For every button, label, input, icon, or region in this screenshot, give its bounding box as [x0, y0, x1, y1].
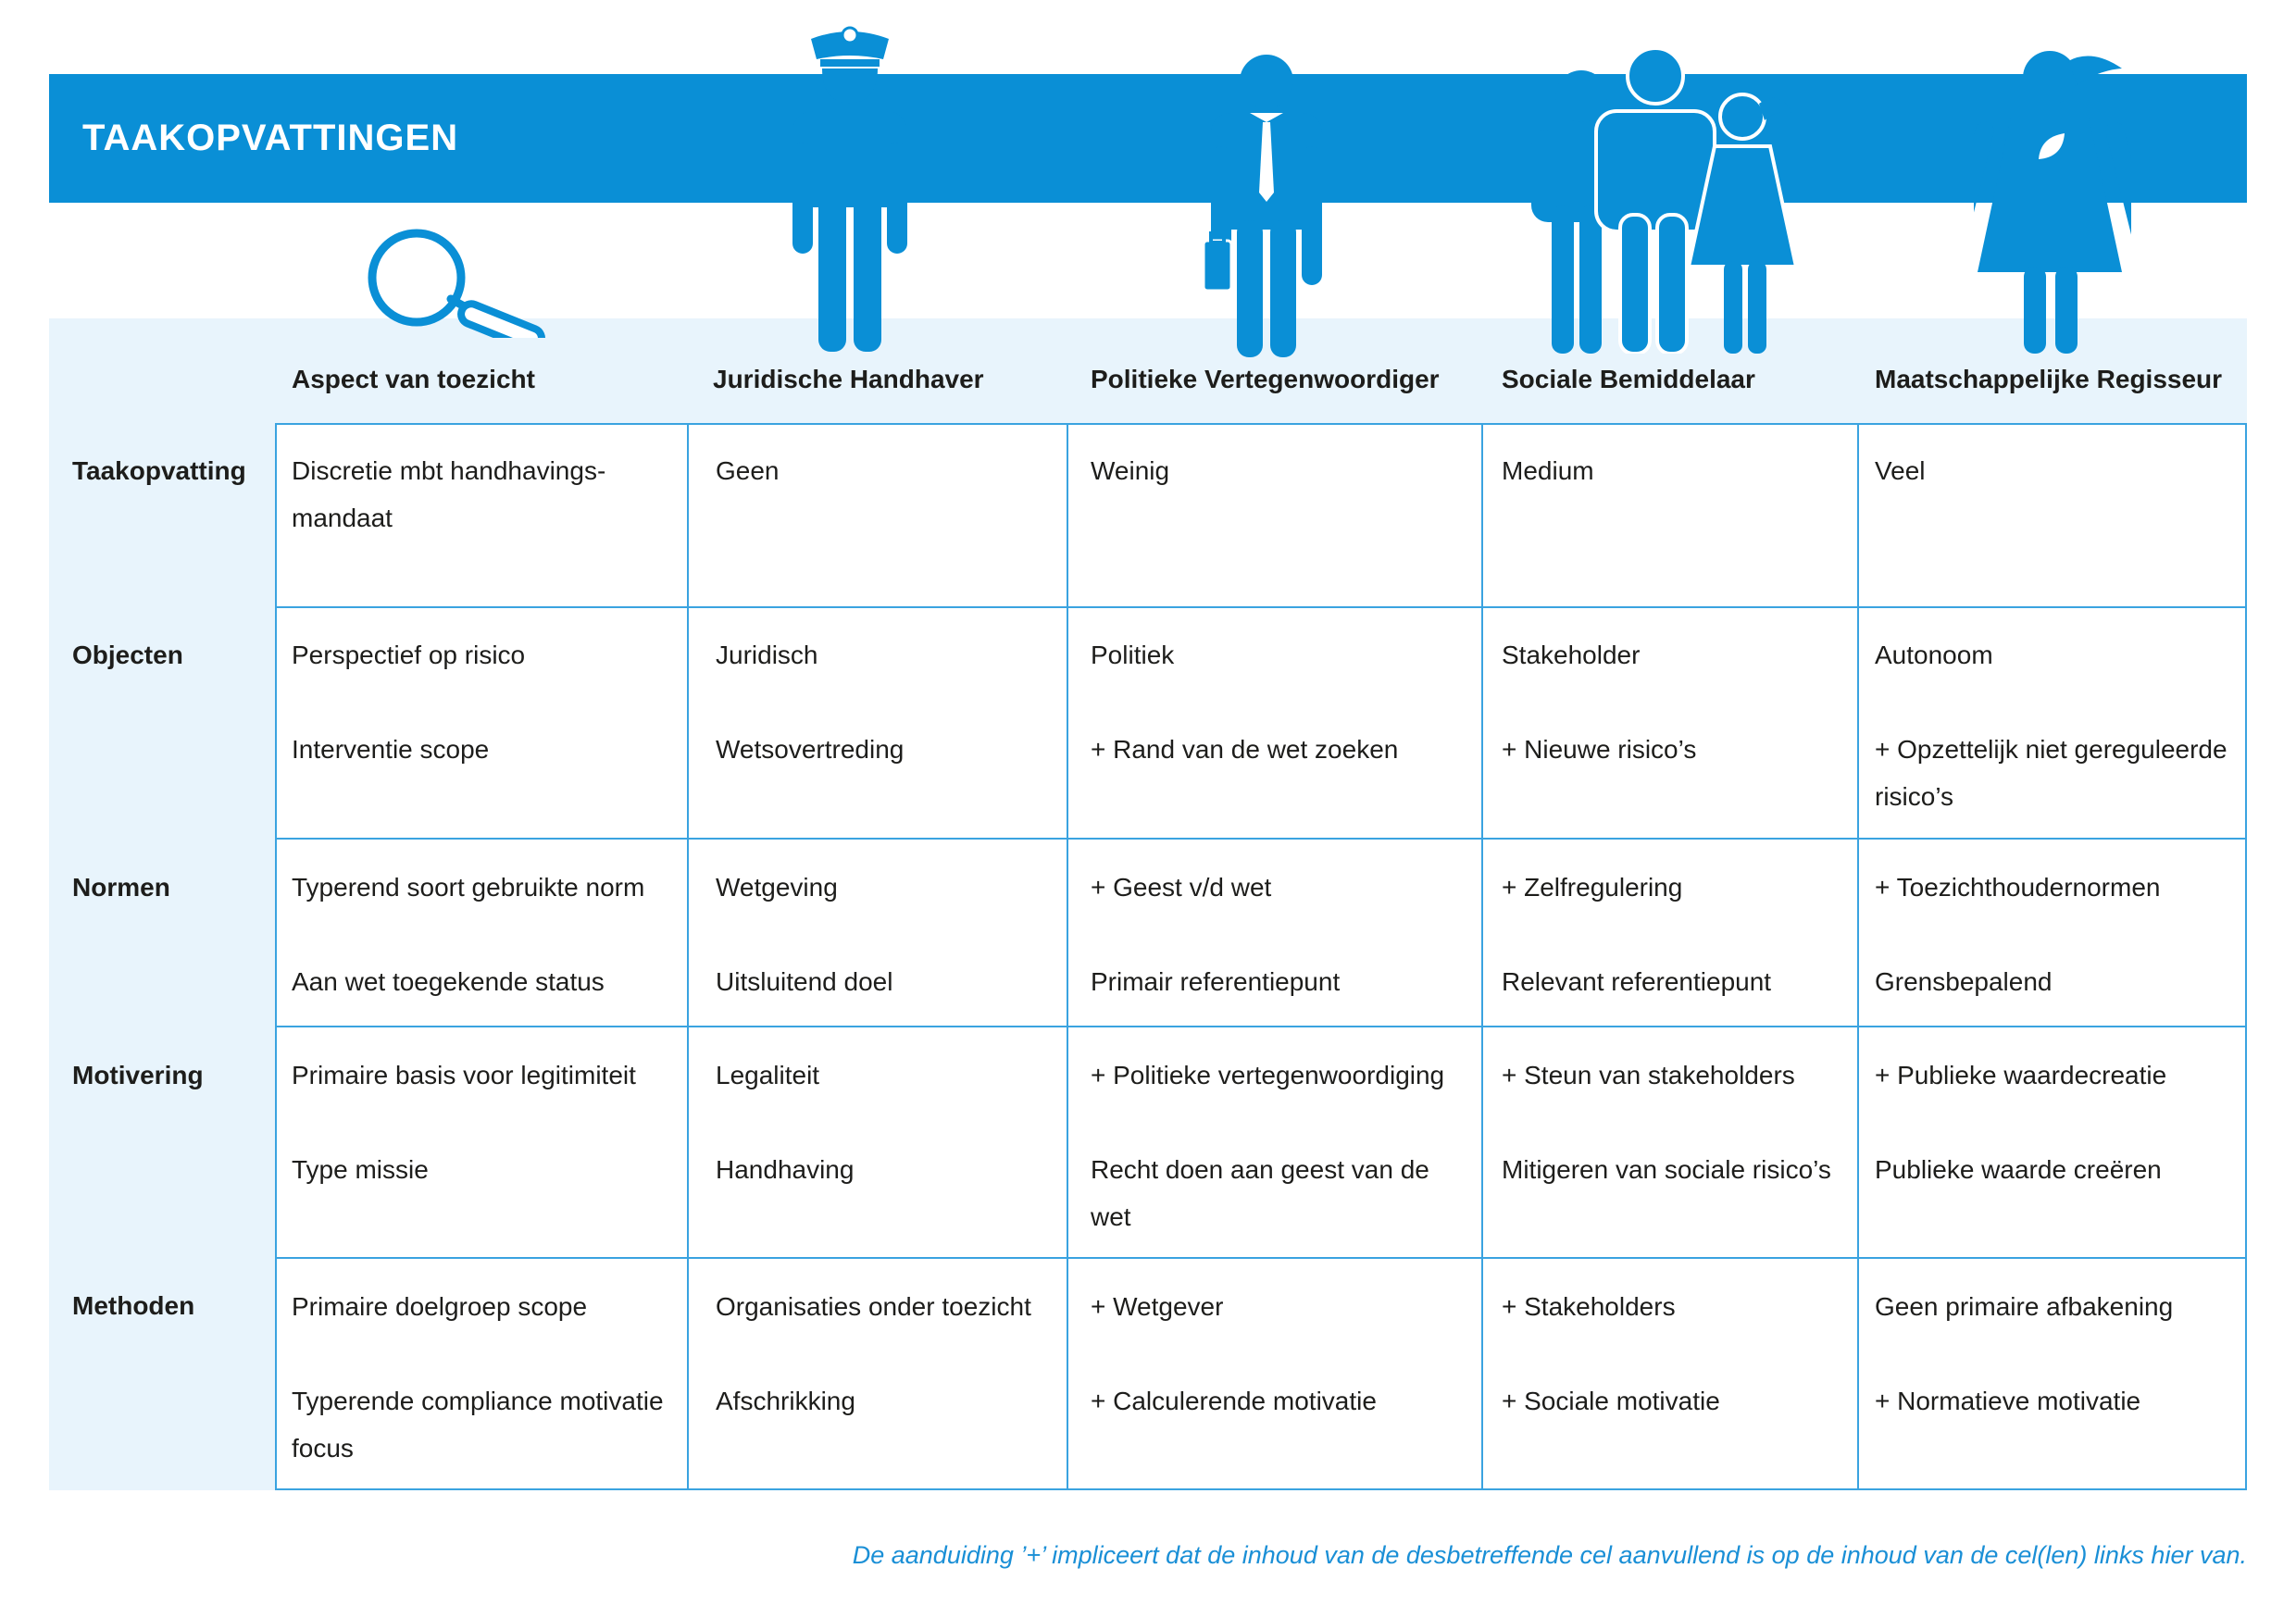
table-cell [1875, 1052, 2166, 1193]
table-cell [1091, 631, 1398, 773]
table-cell [292, 447, 605, 541]
cell-text: Legaliteit [716, 1061, 820, 1089]
cell-text: Type missie [292, 1155, 429, 1184]
row-divider [275, 1257, 2247, 1259]
cell-text: Handhaving [716, 1155, 855, 1184]
cell-text: Veel [1875, 456, 1926, 485]
cell-text: + Wetgever [1091, 1292, 1224, 1321]
cell-text: Discretie mbt handhavings- [292, 456, 606, 485]
cell-text: wet [1091, 1202, 1131, 1231]
cell-text: Typerend soort gebruikte norm [292, 873, 645, 902]
table-cell [716, 447, 780, 494]
table-cell [1502, 1283, 1720, 1425]
cell-text: + Publieke waardecreatie [1875, 1061, 2167, 1089]
cell-text: + Geest v/d wet [1091, 873, 1272, 902]
cell-text: focus [292, 1434, 354, 1462]
table-cell [1091, 447, 1169, 494]
cell-text: + Opzettelijk niet gereguleerde [1875, 735, 2227, 764]
table-cell [1502, 631, 1696, 773]
row-label-normen: Normen [72, 873, 170, 902]
cell-text: Primair referentiepunt [1091, 967, 1341, 996]
footnote: De aanduiding ’+’ impliceert dat de inhoud van de desbetreffende cel aanvullend is op de inhoud van de cel(len) links hier van. [852, 1541, 2247, 1569]
column-divider [687, 423, 689, 1490]
cell-text: mandaat [292, 504, 393, 532]
table-cell [1502, 447, 1594, 494]
cell-text: Organisaties onder toezicht [716, 1292, 1031, 1321]
row-divider [275, 606, 2247, 608]
cell-text: + Rand van de wet zoeken [1091, 735, 1399, 764]
cell-text: Typerende compliance motivatie [292, 1387, 664, 1415]
column-header-politieke-vertegenwoordiger: Politieke Vertegenwoordiger [1091, 365, 1440, 393]
table-cell [716, 631, 904, 773]
cell-text: Interventie scope [292, 735, 490, 764]
police-officer-icon [785, 22, 915, 355]
cell-text: Primaire basis voor legitimiteit [292, 1061, 636, 1089]
row-label-methoden: Methoden [72, 1291, 195, 1320]
cell-text: Recht doen aan geest van de [1091, 1155, 1429, 1184]
cell-text: Juridisch [716, 641, 818, 669]
cell-text: + Toezichthoudernormen [1875, 873, 2161, 902]
cell-text: Perspectief op risico [292, 641, 526, 669]
cell-text: risico’s [1875, 782, 1954, 811]
cell-text: Geen [716, 456, 780, 485]
table-cell [1091, 1283, 1377, 1425]
cell-text: + Steun van stakeholders [1502, 1061, 1795, 1089]
table-cell [716, 1283, 1031, 1425]
businessman-icon [1202, 54, 1331, 359]
row-divider [275, 838, 2247, 840]
cell-text: Afschrikking [716, 1387, 855, 1415]
cell-text: + Zelfregulering [1502, 873, 1683, 902]
table-cell [1091, 1052, 1444, 1240]
cell-text: + Stakeholders [1502, 1292, 1676, 1321]
cell-text: Relevant referentiepunt [1502, 967, 1772, 996]
cell-text: + Politieke vertegenwoordiging [1091, 1061, 1445, 1089]
cell-text: Geen primaire afbakening [1875, 1292, 2174, 1321]
cell-text: Mitigeren van sociale risico’s [1502, 1155, 1831, 1184]
cell-text: Politiek [1091, 641, 1175, 669]
cell-text: Primaire doelgroep scope [292, 1292, 588, 1321]
table-cell [292, 631, 525, 773]
cell-text: Aan wet toegekende status [292, 967, 605, 996]
cell-text: Medium [1502, 456, 1594, 485]
row-label-taakopvatting: Taakopvatting [72, 456, 246, 485]
cell-text: Autonoom [1875, 641, 1993, 669]
cell-text: + Sociale motivatie [1502, 1387, 1720, 1415]
woman-leaf-icon [1974, 48, 2131, 354]
row-label-motivering: Motivering [72, 1061, 204, 1089]
cell-text: Grensbepalend [1875, 967, 2053, 996]
column-divider [1067, 423, 1068, 1490]
column-header-aspect: Aspect van toezicht [292, 365, 535, 393]
table-cell [1502, 1052, 1831, 1193]
cell-text: + Normatieve motivatie [1875, 1387, 2141, 1415]
table-cell [1502, 864, 1771, 1005]
cell-text: Uitsluitend doel [716, 967, 893, 996]
table-cell [1091, 864, 1340, 1005]
table-cell [292, 1283, 664, 1472]
table-cell [716, 1052, 854, 1193]
column-header-maatschappelijke-regisseur: Maatschappelijke Regisseur [1875, 365, 2223, 393]
cell-text: Weinig [1091, 456, 1170, 485]
table-cell [292, 1052, 636, 1193]
cell-text: Wetgeving [716, 873, 838, 902]
column-divider [1481, 423, 1483, 1490]
table-cell [1875, 1283, 2173, 1425]
row-divider [275, 1026, 2247, 1027]
table-cell [716, 864, 892, 1005]
table-cell [292, 864, 644, 1005]
cell-text: Publieke waarde creëren [1875, 1155, 2162, 1184]
page-title: TAAKOPVATTINGEN [82, 118, 459, 158]
table-cell [1875, 447, 1926, 494]
family-icon [1528, 48, 1805, 354]
cell-text: Stakeholder [1502, 641, 1641, 669]
column-divider [1857, 423, 1859, 1490]
cell-text: + Calculerende motivatie [1091, 1387, 1377, 1415]
magnifier-icon [366, 227, 560, 338]
cell-text: Wetsovertreding [716, 735, 905, 764]
table-cell [1875, 864, 2160, 1005]
row-label-objecten: Objecten [72, 641, 183, 669]
column-header-sociale-bemiddelaar: Sociale Bemiddelaar [1502, 365, 1755, 393]
table-cell [1875, 631, 2227, 820]
cell-text: + Nieuwe risico’s [1502, 735, 1697, 764]
column-header-juridische-handhaver: Juridische Handhaver [713, 365, 984, 393]
title-banner [49, 74, 2247, 203]
